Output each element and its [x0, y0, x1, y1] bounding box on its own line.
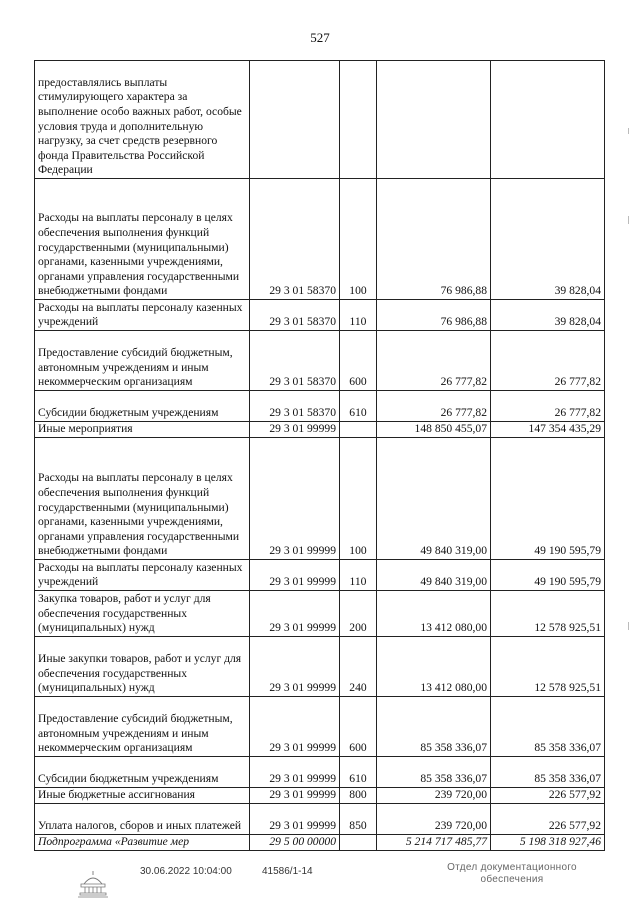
row-expense-type: 100 — [340, 438, 377, 560]
row-name: Предоставление субсидий бюджетным, автономным учреждениям и иным некоммерческим организациям — [35, 697, 250, 757]
duma-emblem-icon — [75, 864, 111, 900]
margin-mark — [628, 216, 629, 224]
row-expense-type: 200 — [340, 591, 377, 637]
row-name: Закупка товаров, работ и услуг для обеспечения государственных (муниципальных) нужд — [35, 591, 250, 637]
row-name: Расходы на выплаты персоналу казенных учреждений — [35, 300, 250, 331]
table-row — [35, 560, 605, 591]
row-plan: 85 358 336,07 — [377, 757, 491, 788]
table-row — [35, 331, 605, 391]
row-fact: 39 828,04 — [491, 179, 605, 300]
row-code: 29 3 01 99999 — [250, 697, 340, 757]
margin-mark — [628, 622, 629, 630]
row-name: Расходы на выплаты персоналу в целях обеспечения выполнения функций государственными (муниципальными) органами, казенными учреждениями, органами управления государственными внебюджетными фондами — [35, 438, 250, 560]
row-code: 29 3 01 99999 — [250, 438, 340, 560]
budget-table — [34, 60, 605, 851]
row-code: 29 3 01 99999 — [250, 757, 340, 788]
row-plan: 148 850 455,07 — [377, 422, 491, 438]
row-expense-type: 850 — [340, 804, 377, 835]
row-expense-type: 600 — [340, 697, 377, 757]
row-expense-type: 110 — [340, 300, 377, 331]
row-plan: 76 986,88 — [377, 179, 491, 300]
row-plan: 239 720,00 — [377, 804, 491, 835]
row-plan: 49 840 319,00 — [377, 560, 491, 591]
table-row — [35, 61, 605, 179]
table-row — [35, 804, 605, 835]
row-fact: 12 578 925,51 — [491, 591, 605, 637]
row-plan: 85 358 336,07 — [377, 697, 491, 757]
row-name: Уплата налогов, сборов и иных платежей — [35, 804, 250, 835]
table-row — [35, 637, 605, 697]
row-expense-type: 610 — [340, 391, 377, 422]
row-plan: 5 214 717 485,77 — [377, 835, 491, 851]
row-expense-type — [340, 61, 377, 179]
row-fact: 26 777,82 — [491, 331, 605, 391]
row-name: Предоставление субсидий бюджетным, автономным учреждениям и иным некоммерческим организациям — [35, 331, 250, 391]
row-plan: 13 412 080,00 — [377, 591, 491, 637]
row-plan: 76 986,88 — [377, 300, 491, 331]
table-row — [35, 391, 605, 422]
row-plan — [377, 61, 491, 179]
table-row — [35, 591, 605, 637]
table-row — [35, 422, 605, 438]
row-code: 29 3 01 99999 — [250, 804, 340, 835]
table-row — [35, 835, 605, 851]
row-fact: 226 577,92 — [491, 804, 605, 835]
row-code — [250, 61, 340, 179]
row-fact: 85 358 336,07 — [491, 757, 605, 788]
row-name: Субсидии бюджетным учреждениям — [35, 757, 250, 788]
row-plan: 26 777,82 — [377, 331, 491, 391]
row-code: 29 3 01 58370 — [250, 391, 340, 422]
row-name: предоставлялись выплаты стимулирующего характера за выполнение особо важных работ, особые условия труда и дополнительную нагрузку, за счет средств резервного фонда Правительства Российской Федерации — [35, 61, 250, 179]
row-name: Иные мероприятия — [35, 422, 250, 438]
footer-department — [424, 862, 600, 886]
row-code: 29 5 00 00000 — [250, 835, 340, 851]
row-name: Иные бюджетные ассигнования — [35, 788, 250, 804]
page-number: 527 — [310, 30, 330, 45]
row-code: 29 3 01 99999 — [250, 788, 340, 804]
row-fact: 147 354 435,29 — [491, 422, 605, 438]
row-expense-type: 100 — [340, 179, 377, 300]
row-plan: 49 840 319,00 — [377, 438, 491, 560]
row-code: 29 3 01 99999 — [250, 591, 340, 637]
row-fact: 49 190 595,79 — [491, 438, 605, 560]
row-expense-type — [340, 422, 377, 438]
footer-doc-number: 41586/1-14 — [262, 866, 313, 877]
footer-date: 30.06.2022 10:04:00 — [140, 866, 232, 877]
row-fact: 226 577,92 — [491, 788, 605, 804]
row-expense-type: 110 — [340, 560, 377, 591]
row-fact: 5 198 318 927,46 — [491, 835, 605, 851]
footer-department-line: Отдел документационного — [447, 862, 577, 873]
margin-mark — [628, 128, 629, 134]
row-expense-type — [340, 835, 377, 851]
row-plan: 26 777,82 — [377, 391, 491, 422]
row-fact: 26 777,82 — [491, 391, 605, 422]
page-footer — [0, 862, 640, 902]
table-row — [35, 757, 605, 788]
row-name: Подпрограмма «Развитие мер — [35, 835, 250, 851]
row-code: 29 3 01 58370 — [250, 179, 340, 300]
table-row — [35, 179, 605, 300]
row-fact: 12 578 925,51 — [491, 637, 605, 697]
row-fact — [491, 61, 605, 179]
row-fact: 49 190 595,79 — [491, 560, 605, 591]
row-name: Расходы на выплаты персоналу казенных учреждений — [35, 560, 250, 591]
row-code: 29 3 01 99999 — [250, 637, 340, 697]
footer-department-line: обеспечения — [480, 874, 544, 885]
table-row — [35, 788, 605, 804]
row-expense-type: 610 — [340, 757, 377, 788]
row-name: Иные закупки товаров, работ и услуг для обеспечения государственных (муниципальных) нужд — [35, 637, 250, 697]
table-row — [35, 300, 605, 331]
row-expense-type: 800 — [340, 788, 377, 804]
row-code: 29 3 01 58370 — [250, 300, 340, 331]
row-fact: 85 358 336,07 — [491, 697, 605, 757]
row-plan: 239 720,00 — [377, 788, 491, 804]
row-code: 29 3 01 58370 — [250, 331, 340, 391]
table-row — [35, 697, 605, 757]
row-plan: 13 412 080,00 — [377, 637, 491, 697]
row-code: 29 3 01 99999 — [250, 422, 340, 438]
row-expense-type: 600 — [340, 331, 377, 391]
row-code: 29 3 01 99999 — [250, 560, 340, 591]
row-expense-type: 240 — [340, 637, 377, 697]
row-name: Расходы на выплаты персоналу в целях обеспечения выполнения функций государственными (муниципальными) органами, казенными учреждениями, органами управления государственными внебюджетными фондами — [35, 179, 250, 300]
row-name: Субсидии бюджетным учреждениям — [35, 391, 250, 422]
row-fact: 39 828,04 — [491, 300, 605, 331]
table-row — [35, 438, 605, 560]
